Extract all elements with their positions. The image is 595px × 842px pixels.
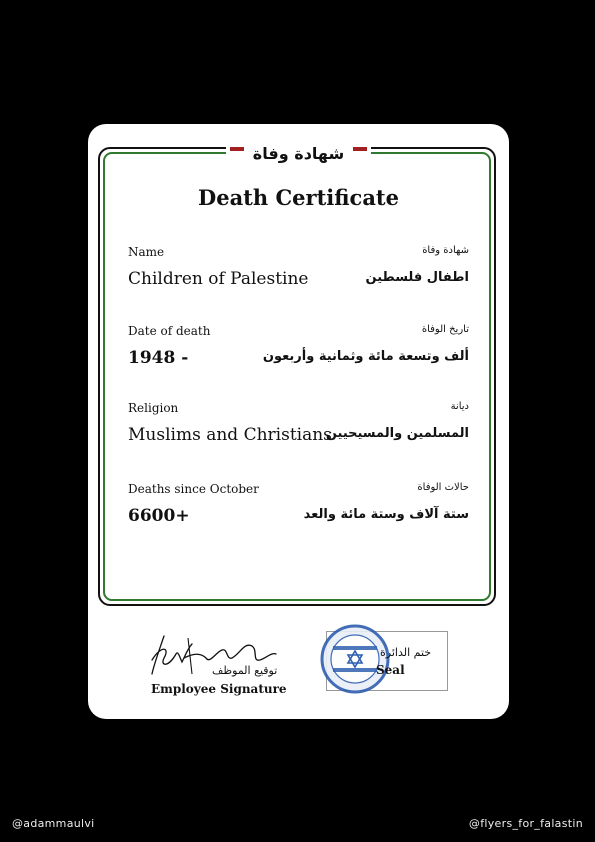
field-label-en: Date of death (128, 324, 211, 338)
field-value-en: 6600+ (128, 506, 190, 526)
field-value-ar: اطفال فلسطين (365, 270, 469, 285)
field-deaths-since-october (128, 482, 469, 532)
field-label-ar: تاريخ الوفاة (421, 324, 469, 335)
credit-left: @adammaulvi (12, 817, 95, 830)
field-label-ar: شهادة وفاة (422, 245, 469, 256)
arabic-title-tab (226, 140, 371, 170)
arabic-title: شهادة وفاة (252, 143, 345, 163)
field-label-en: Name (128, 245, 165, 259)
flag-stripe-right (353, 147, 367, 151)
seal-label-en: Seal (376, 663, 405, 677)
field-name (128, 245, 469, 295)
flag-stripe-left (230, 147, 244, 151)
page-title: Death Certificate (198, 185, 399, 210)
field-value-ar: المسلمين والمسيحيين (325, 426, 469, 441)
signature-label-ar: توقيع الموظف (212, 664, 278, 677)
field-value-en: Muslims and Christians (128, 425, 332, 445)
signature-label-en: Employee Signature (151, 682, 287, 696)
field-value-ar: ألف وتسعة مائة وثمانية وأربعون (262, 349, 469, 364)
seal-stamp-icon (320, 624, 390, 694)
certificate-inner-frame (103, 152, 491, 601)
seal-label-ar: ختم الدائرة (380, 646, 432, 659)
field-value-ar: ستة آلاف وستة مائة والعد (303, 507, 469, 522)
field-label-ar: ديانة (450, 401, 469, 412)
field-date-of-death (128, 324, 469, 374)
signature-block (148, 624, 288, 704)
field-value-en: Children of Palestine (128, 269, 309, 289)
field-label-en: Deaths since October (128, 482, 259, 496)
field-label-ar: حالات الوفاة (417, 482, 469, 493)
field-label-en: Religion (128, 401, 179, 415)
field-value-en: 1948 - (128, 348, 189, 368)
certificate-card (88, 124, 509, 719)
certificate-frame (98, 147, 496, 606)
credit-right: @flyers_for_falastin (468, 817, 583, 830)
field-religion (128, 401, 469, 451)
